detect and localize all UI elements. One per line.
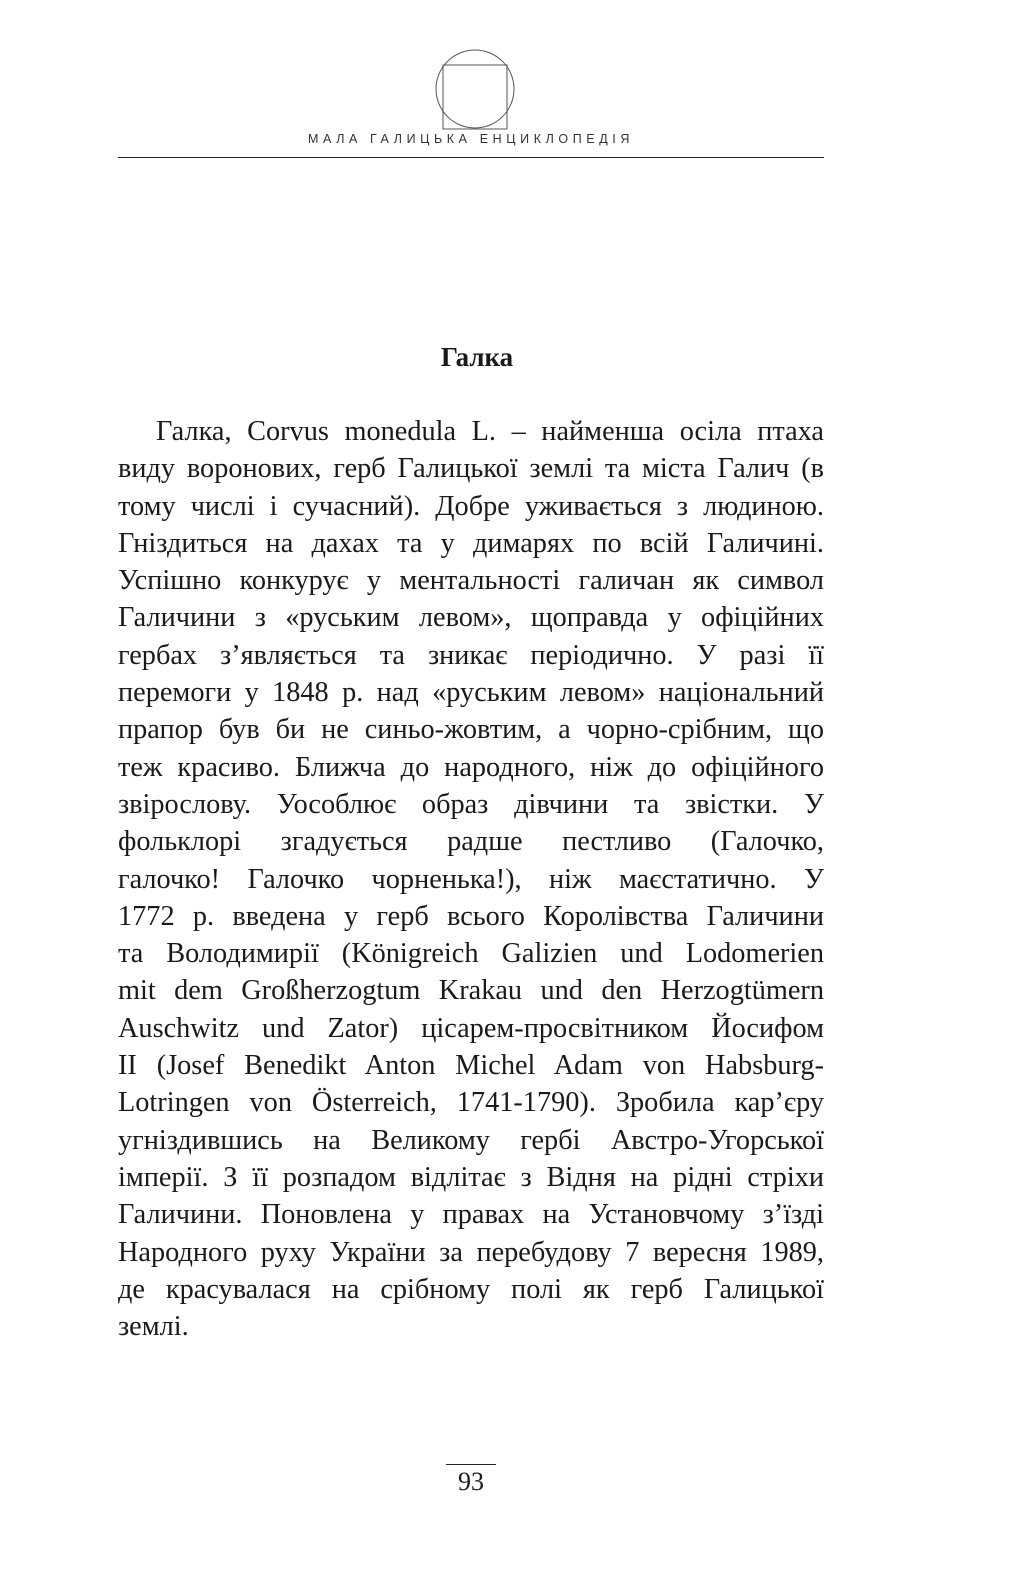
- body-line: Народного руху України за перебудову 7 вересня 1989,: [118, 1236, 824, 1268]
- page-number: 93: [446, 1464, 496, 1499]
- body-line: тому числі і сучасний). Добре уживається з людиною.: [118, 490, 824, 522]
- body-line: фольклорі згадується радше пестливо (Галочко,: [118, 826, 824, 858]
- body-line: прапор був би не синьо-жовтим, а чорно-срібним, що: [118, 714, 824, 746]
- body-line: Галичини. Поновлена у правах на Установчому з’їзді: [118, 1199, 824, 1231]
- body-line: імперії. З її розпадом відлітає з Відня на рідні стріхи: [118, 1161, 824, 1193]
- body-line: перемоги у 1848 р. над «руським левом» національний: [118, 677, 824, 709]
- body-line: mit dem Großherzogtum Krakau und den Herzogtümern: [118, 975, 824, 1007]
- body-line: II (Josef Benedikt Anton Michel Adam von Habsburg-: [118, 1050, 824, 1082]
- body-line: Auschwitz und Zator) цісарем-просвітником Йосифом: [118, 1012, 824, 1044]
- body-line: землі.: [118, 1311, 189, 1343]
- running-header-title: МАЛА ГАЛИЦЬКА ЕНЦИКЛОПЕДІЯ: [307, 132, 634, 146]
- body-line: Галичини з «руським левом», щоправда у офіційних: [118, 602, 824, 634]
- body-line: угніздившись на Великому гербі Австро-Угорської: [118, 1124, 824, 1156]
- body-line: 1772 р. введена у герб всього Королівства Галичини: [118, 900, 824, 932]
- header-divider: [118, 157, 824, 158]
- body-line: галочко! Галочко чорненька!), ніж маєстатично. У: [118, 863, 824, 895]
- body-line: Lotringen von Österreich, 1741-1790). Зробила кар’єру: [118, 1087, 824, 1119]
- body-line: гербах з’являється та зникає періодично. У разі її: [118, 639, 824, 671]
- article-body: [118, 413, 824, 1345]
- body-line: теж красиво. Ближча до народного, ніж до офіційного: [118, 751, 824, 783]
- body-line: звірослову. Уособлює образ дівчини та звістки. У: [118, 788, 824, 820]
- body-line: виду воронових, герб Галицької землі та міста Галич (в: [118, 453, 824, 485]
- circle-square-emblem-icon: [434, 48, 516, 130]
- article-title: Галка: [440, 342, 514, 372]
- body-line: та Володимирії (Königreich Galizien und Lodomerien: [118, 938, 824, 970]
- body-line: Гніздиться на дахах та у димарях по всій Галичині.: [118, 527, 824, 559]
- body-line: Успішно конкурує у ментальності галичан як символ: [118, 565, 824, 597]
- body-line: Галка, Corvus monedula L. – найменша осіла птаха: [156, 416, 824, 447]
- body-line: де красувалася на срібному полі як герб Галицької: [118, 1273, 824, 1305]
